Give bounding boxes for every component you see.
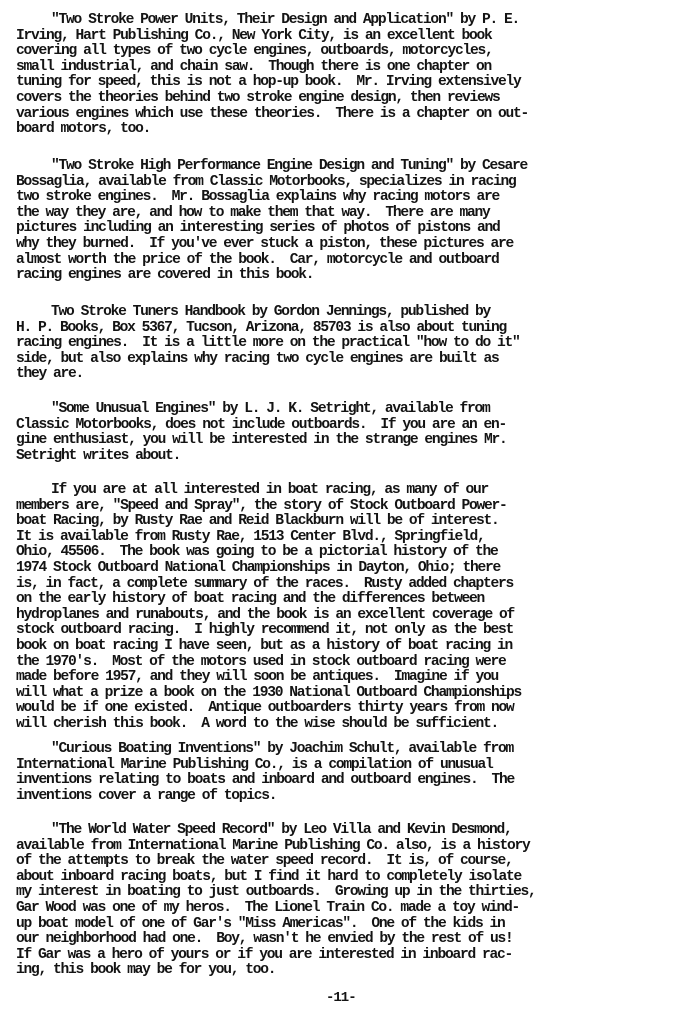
text-line: they are. [16,366,84,383]
paragraph-curious-boating-inventions [16,742,514,804]
text-line: made before 1957, and they will soon be antiques. Imagine if you [16,669,498,686]
text-line: boat Racing, by Rusty Rae and Reid Blackburn will be of interest. [16,513,499,530]
text-line: would be if one existed. Antique outboarders thirty years from now [16,700,514,717]
text-line: Classic Motorbooks, does not include outboards. If you are an en- [16,416,507,433]
text-line: covers the theories behind two stroke engine design, then reviews [16,89,500,106]
text-line: Irving, Hart Publishing Co., New York City, is an excellent book [16,27,492,44]
text-line: will what a prize a book on the 1930 National Outboard Championships [16,684,522,701]
text-line: the way they are, and how to make them that way. There are many [16,204,490,221]
text-line: Gar Wood was one of my heros. The Lionel Train Co. made a toy wind- [16,899,520,916]
text-line: International Marine Publishing Co., is a compilation of unusual [16,756,493,773]
text-line: stock outboard racing. I highly recommend it, not only as the best [16,622,514,639]
text-line: small industrial, and chain saw. Though there is one chapter on [16,58,491,75]
text-line: of the attempts to break the water speed record. It is, of course, [16,853,513,870]
text-line: inventions cover a range of topics. [16,787,277,804]
paragraph-two-stroke-power-units [16,13,528,138]
text-line: "Two Stroke High Performance Engine Design and Tuning" by Cesare [16,158,528,174]
paragraph-speed-and-spray [16,483,521,733]
text-line: Bossaglia, available from Classic Motorbooks, specializes in racing [16,173,516,190]
text-line: "Curious Boating Inventions" by Joachim Schult, available from [16,741,514,757]
text-line: hydroplanes and runabouts, and the book is an excellent coverage of [16,606,515,623]
text-line: side, but also explains why racing two cycle engines are built as [16,350,499,367]
text-line: racing engines are covered in this book. [16,267,314,284]
text-line: covering all types of two cycle engines, outboards, motorcycles, [16,43,493,60]
text-line: "Two Stroke Power Units, Their Design and Application" by P. E. [16,12,520,28]
text-line: pictures including an interesting series of photos of pistons and [16,220,500,237]
text-line: H. P. Books, Box 5367, Tucson, Arizona, 85703 is also about tuning [16,319,507,336]
text-line: will cherish this book. A word to the wise should be sufficient. [16,715,498,732]
paragraph-two-stroke-high-performance [16,159,527,284]
text-line: racing engines. It is a little more on the practical "how to do it" [16,335,520,352]
text-line: about inboard racing boats, but I find it hard to completely isolate [16,868,522,885]
text-line: board motors, too. [16,121,151,138]
text-line: on the early history of boat racing and the differences between [16,591,484,608]
text-line: why they burned. If you've ever stuck a piston, these pictures are [16,235,514,252]
paragraph-world-water-speed-record [16,823,536,979]
text-line: the 1970's. Most of the motors used in stock outboard racing were [16,653,506,670]
text-line: tuning for speed, this is not a hop-up book. Mr. Irving extensively [16,74,521,91]
paragraph-some-unusual-engines [16,402,507,464]
text-line: book on boat racing I have seen, but as a history of boat racing in [16,637,513,654]
text-line: almost worth the price of the book. Car, motorcycle and outboard [16,251,499,268]
text-line: 1974 Stock Outboard National Championships in Dayton, Ohio; there [16,559,500,576]
text-line: inventions relating to boats and inboard and outboard engines. The [16,772,515,789]
text-line: Ohio, 45506. The book was going to be a pictorial history of the [16,544,498,561]
text-line: "The World Water Speed Record" by Leo Villa and Kevin Desmond, [16,822,512,838]
text-line: available from International Marine Publishing Co. also, is a history [16,837,530,854]
text-line: my interest in boating to just outboards. Growing up in the thirties, [16,884,536,901]
page-number: -11- [326,990,356,1006]
text-line: Setright writes about. [16,447,181,464]
text-line: If Gar was a hero of yours or if you are interested in inboard rac- [16,946,513,963]
paragraph-two-stroke-tuners-handbook [16,305,520,383]
text-line: gine enthusiast, you will be interested in the strange engines Mr. [16,432,507,449]
text-line: two stroke engines. Mr. Bossaglia explains why racing motors are [16,189,499,206]
text-line: members are, "Speed and Spray", the story of Stock Outboard Power- [16,497,507,514]
text-line: various engines which use these theories. There is a chapter on out- [16,105,529,122]
text-line: our neighborhood had one. Boy, wasn't he envied by the rest of us! [16,931,513,948]
text-line: It is available from Rusty Rae, 1513 Center Blvd., Springfield, [16,528,485,545]
text-line: "Some Unusual Engines" by L. J. K. Setright, available from [16,401,490,417]
text-line: ing, this book may be for you, too. [16,962,276,979]
text-line: If you are at all interested in boat racing, as many of our [16,482,488,498]
text-line: is, in fact, a complete summary of the races. Rusty added chapters [16,575,514,592]
text-line: up boat model of one of Gar's "Miss Americas". One of the kids in [16,915,505,932]
text-line: Two Stroke Tuners Handbook by Gordon Jennings, published by [16,304,490,320]
